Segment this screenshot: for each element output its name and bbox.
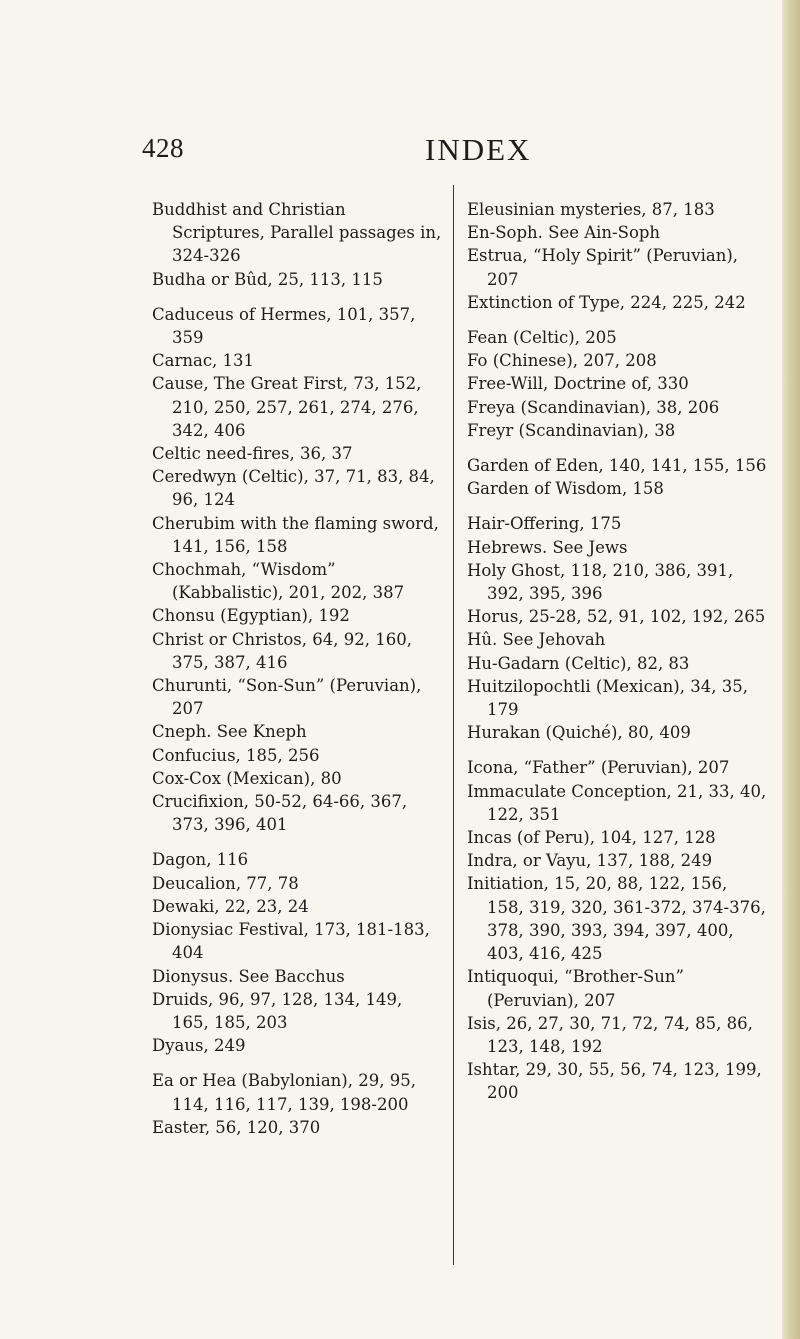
index-entry: Celtic need-fires, 36, 37 (152, 444, 353, 464)
index-entry: Icona, “Father” (Peruvian), 207 (467, 758, 730, 778)
index-entry: Caduceus of Hermes, 101, 357, 359 (152, 304, 416, 348)
letter-group-e (152, 1069, 442, 1139)
index-entry: Huitzilopochtli (Mexican), 34, 35, 179 (467, 676, 748, 720)
index-entry: Hu-Gadarn (Celtic), 82, 83 (467, 653, 690, 673)
index-entry: Garden of Wisdom, 158 (467, 479, 664, 499)
index-entry: Hebrews. See Jews (467, 537, 628, 557)
index-entry: Dionysiac Festival, 173, 181-183, 404 (152, 920, 430, 963)
index-entry: Garden of Eden, 140, 141, 155, 156 (467, 456, 767, 476)
index-entry: Cneph. See Kneph (152, 722, 307, 742)
index-entry: Cherubim with the flaming sword, 141, 156, 158 (152, 513, 439, 556)
index-entry: Easter, 56, 120, 370 (152, 1117, 321, 1137)
index-entry: Isis, 26, 27, 30, 71, 72, 74, 85, 86, 123, 148, 192 (467, 1013, 753, 1056)
index-entry: Buddhist and Christian Scriptures, Parallel passages in, 324-326 (152, 200, 442, 266)
index-entry: Ea or Hea (Babylonian), 29, 95, 114, 116, 117, 139, 198-200 (152, 1071, 416, 1114)
letter-group-h (467, 512, 767, 744)
letter-group-b (152, 198, 442, 291)
index-entry: Churunti, “Son-Sun” (Peruvian), 207 (152, 676, 422, 719)
index-entry: Freya (Scandinavian), 38, 206 (467, 397, 720, 417)
index-entry: Horus, 25-28, 52, 91, 102, 192, 265 (467, 607, 766, 627)
index-entry: Hair-Offering, 175 (467, 514, 622, 534)
index-entry: Dionysus. See Bacchus (152, 966, 345, 986)
index-entry: Ceredwyn (Celtic), 37, 71, 83, 84, 96, 124 (152, 467, 435, 510)
index-entry: Christ or Christos, 64, 92, 160, 375, 387, 416 (152, 629, 412, 672)
letter-group-c (152, 303, 442, 837)
index-entry: Fean (Celtic), 205 (467, 328, 617, 348)
index-entry: Cox-Cox (Mexican), 80 (152, 768, 342, 788)
index-entry: Holy Ghost, 118, 210, 386, 391, 392, 395, 396 (467, 560, 734, 604)
page-header (0, 133, 782, 173)
index-entry: Carnac, 131 (152, 351, 255, 371)
index-entry: Dyaus, 249 (152, 1036, 246, 1056)
index-entry: Confucius, 185, 256 (152, 745, 320, 765)
index-entry: Crucifixion, 50-52, 64-66, 367, 373, 396, 401 (152, 792, 408, 835)
index-entry: En-Soph. See Ain-Soph (467, 223, 661, 243)
index-entry: Dagon, 116 (152, 850, 249, 870)
page-edge-shadow (782, 0, 800, 1339)
index-entry: Indra, or Vayu, 137, 188, 249 (467, 851, 713, 871)
index-entry: Estrua, “Holy Spirit” (Peruvian), 207 (467, 246, 739, 289)
right-column (467, 198, 767, 1117)
index-entry: Cause, The Great First, 73, 152, 210, 250, 257, 261, 274, 276, 342, 406 (152, 374, 422, 440)
left-column (152, 198, 442, 1151)
index-entry: Chochmah, “Wisdom” (Kabbalistic), 201, 202, 387 (152, 560, 405, 603)
letter-group-d (152, 848, 442, 1057)
index-entry: Ishtar, 29, 30, 55, 56, 74, 123, 199, 200 (467, 1060, 762, 1103)
column-divider (453, 185, 454, 1265)
page-number: 428 (142, 133, 184, 163)
index-entry: Eleusinian mysteries, 87, 183 (467, 200, 715, 219)
index-entry: Druids, 96, 97, 128, 134, 149, 165, 185, 203 (152, 989, 403, 1032)
index-entry: Deucalion, 77, 78 (152, 873, 299, 893)
index-entry: Free-Will, Doctrine of, 330 (467, 374, 689, 394)
index-entry: Chonsu (Egyptian), 192 (152, 606, 350, 626)
letter-group-i (467, 756, 767, 1104)
index-entry: Incas (of Peru), 104, 127, 128 (467, 828, 716, 848)
letter-group-f (467, 326, 767, 442)
index-entry: Hû. See Jehovah (467, 630, 606, 650)
index-entry: Freyr (Scandinavian), 38 (467, 420, 676, 440)
letter-group-g (467, 454, 767, 500)
running-title: INDEX (425, 132, 532, 167)
index-entry: Budha or Bûd, 25, 113, 115 (152, 269, 383, 289)
index-entry: Dewaki, 22, 23, 24 (152, 896, 309, 916)
index-entry: Initiation, 15, 20, 88, 122, 156, 158, 319, 320, 361-372, 374-376, 378, 390, 393, 394, 397, 400, 403, 416, 425 (467, 874, 766, 964)
letter-group-e-continued (467, 198, 767, 314)
index-entry: Immaculate Conception, 21, 33, 40, 122, 351 (467, 781, 767, 824)
index-entry: Fo (Chinese), 207, 208 (467, 351, 657, 371)
index-entry: Intiquoqui, “Brother-Sun” (Peruvian), 207 (467, 967, 684, 1010)
index-entry: Hurakan (Quiché), 80, 409 (467, 723, 691, 743)
index-entry: Extinction of Type, 224, 225, 242 (467, 292, 746, 312)
